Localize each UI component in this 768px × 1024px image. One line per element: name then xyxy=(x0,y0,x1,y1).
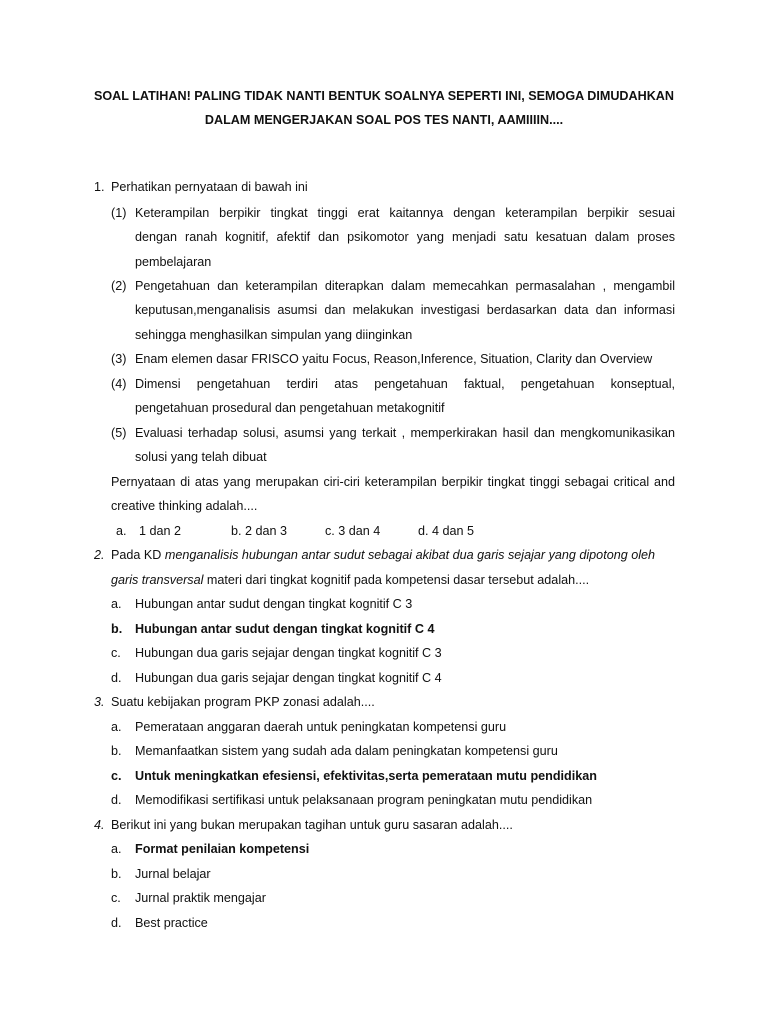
question-stem: Suatu kebijakan program PKP zonasi adalah.... xyxy=(111,695,375,709)
question-stem: Perhatikan pernyataan di bawah ini xyxy=(111,180,308,194)
option-text: Hubungan antar sudut dengan tingkat kognitif C 4 xyxy=(135,622,435,636)
statement-text: Evaluasi terhadap solusi, asumsi yang terkait , memperkirakan hasil dan mengkomunikasikan xyxy=(135,426,675,440)
option-label: c. xyxy=(111,769,122,783)
option-text: Memodifikasi sertifikasi untuk pelaksanaan program peningkatan mutu pendidikan xyxy=(135,793,593,807)
option-label: d. xyxy=(111,916,122,930)
statement-label: (5) xyxy=(111,426,127,440)
statement-text: keputusan,menganalisis asumsi dan melakukan investigasi berdasarkan data dan informasi xyxy=(135,303,675,317)
stem-plain: materi dari tingkat kognitif pada kompetensi dasar tersebut adalah.... xyxy=(203,573,590,587)
option-text: Best practice xyxy=(135,916,208,930)
option-label: b. xyxy=(111,622,123,636)
option-label: b. xyxy=(111,744,122,758)
question-number: 3. xyxy=(94,695,105,709)
statement-label: (4) xyxy=(111,377,127,391)
statement-label: (1) xyxy=(111,206,127,220)
option-text: Pemerataan anggaran daerah untuk peningkatan kompetensi guru xyxy=(135,720,507,734)
option-label: d. xyxy=(111,671,122,685)
option-a: 1 dan 2 xyxy=(139,524,182,538)
title-line-1: SOAL LATIHAN! PALING TIDAK NANTI BENTUK SOALNYA SEPERTI INI, SEMOGA DIMUDAHKAN xyxy=(93,89,675,103)
option-text: Memanfaatkan sistem yang sudah ada dalam peningkatan kompetensi guru xyxy=(135,744,558,758)
statement-text: Enam elemen dasar FRISCO yaitu Focus, Reason,Inference, Situation, Clarity dan Overview xyxy=(135,352,653,366)
statement-text: Dimensi pengetahuan terdiri atas pengetahuan faktual, pengetahuan konseptual, xyxy=(135,377,675,391)
stem-plain: Pada KD xyxy=(111,548,165,562)
option-label: d. xyxy=(111,793,122,807)
option-c: c. 3 dan 4 xyxy=(325,524,381,538)
statement-text: dengan ranah kognitif, afektif dan psikomotor yang menjadi satu kesatuan dalam proses xyxy=(135,230,675,244)
option-text: Hubungan dua garis sejajar dengan tingkat kognitif C 3 xyxy=(135,646,442,660)
statement-text: Keterampilan berpikir tingkat tinggi erat kaitannya dengan keterampilan berpikir sesuai xyxy=(135,206,675,220)
option-label: a. xyxy=(111,842,122,856)
question-text: creative thinking adalah.... xyxy=(111,499,258,513)
option-text: Jurnal belajar xyxy=(135,867,211,881)
statement-label: (2) xyxy=(111,279,127,293)
option-text: Hubungan antar sudut dengan tingkat kognitif C 3 xyxy=(135,597,413,611)
option-label: b. xyxy=(111,867,122,881)
statement-text: pengetahuan prosedural dan pengetahuan metakognitif xyxy=(135,401,445,415)
option-label: c. xyxy=(111,646,121,660)
option-label: a. xyxy=(111,597,122,611)
option-d: d. 4 dan 5 xyxy=(418,524,475,538)
title-line-2: DALAM MENGERJAKAN SOAL POS TES NANTI, AAMIIIIN.... xyxy=(204,113,564,127)
question-stem: Berikut ini yang bukan merupakan tagihan untuk guru sasaran adalah.... xyxy=(111,818,513,832)
stem-italic: garis transversal xyxy=(111,573,204,587)
stem-italic: menganalisis hubungan antar sudut sebagai akibat dua garis sejajar yang dipotong oleh xyxy=(164,548,656,562)
option-text: Jurnal praktik mengajar xyxy=(135,891,266,905)
option-label: a. xyxy=(111,720,122,734)
statement-label: (3) xyxy=(111,352,127,366)
question-number: 1. xyxy=(94,180,105,194)
statement-text: solusi yang telah dibuat xyxy=(135,450,267,464)
statement-text: pembelajaran xyxy=(135,255,212,269)
option-label: c. xyxy=(111,891,121,905)
option-text: Hubungan dua garis sejajar dengan tingkat kognitif C 4 xyxy=(135,671,442,685)
question-text: Pernyataan di atas yang merupakan ciri-ciri keterampilan berpikir tingkat tinggi sebagai critical and xyxy=(111,475,675,489)
question-number: 4. xyxy=(94,818,105,832)
option-text: Format penilaian kompetensi xyxy=(135,842,310,856)
statement-text: Pengetahuan dan keterampilan diterapkan dalam memecahkan permasalahan , mengambil xyxy=(135,279,675,293)
statement-text: sehingga menghasilkan simpulan yang diinginkan xyxy=(135,328,413,342)
question-stem xyxy=(111,546,655,564)
question-number: 2. xyxy=(94,548,105,562)
option-b: b. 2 dan 3 xyxy=(231,524,288,538)
question-stem-continued xyxy=(111,571,589,589)
option-text: Untuk meningkatkan efesiensi, efektivitas,serta pemerataan mutu pendidikan xyxy=(135,769,597,783)
option-label: a. xyxy=(116,524,127,538)
